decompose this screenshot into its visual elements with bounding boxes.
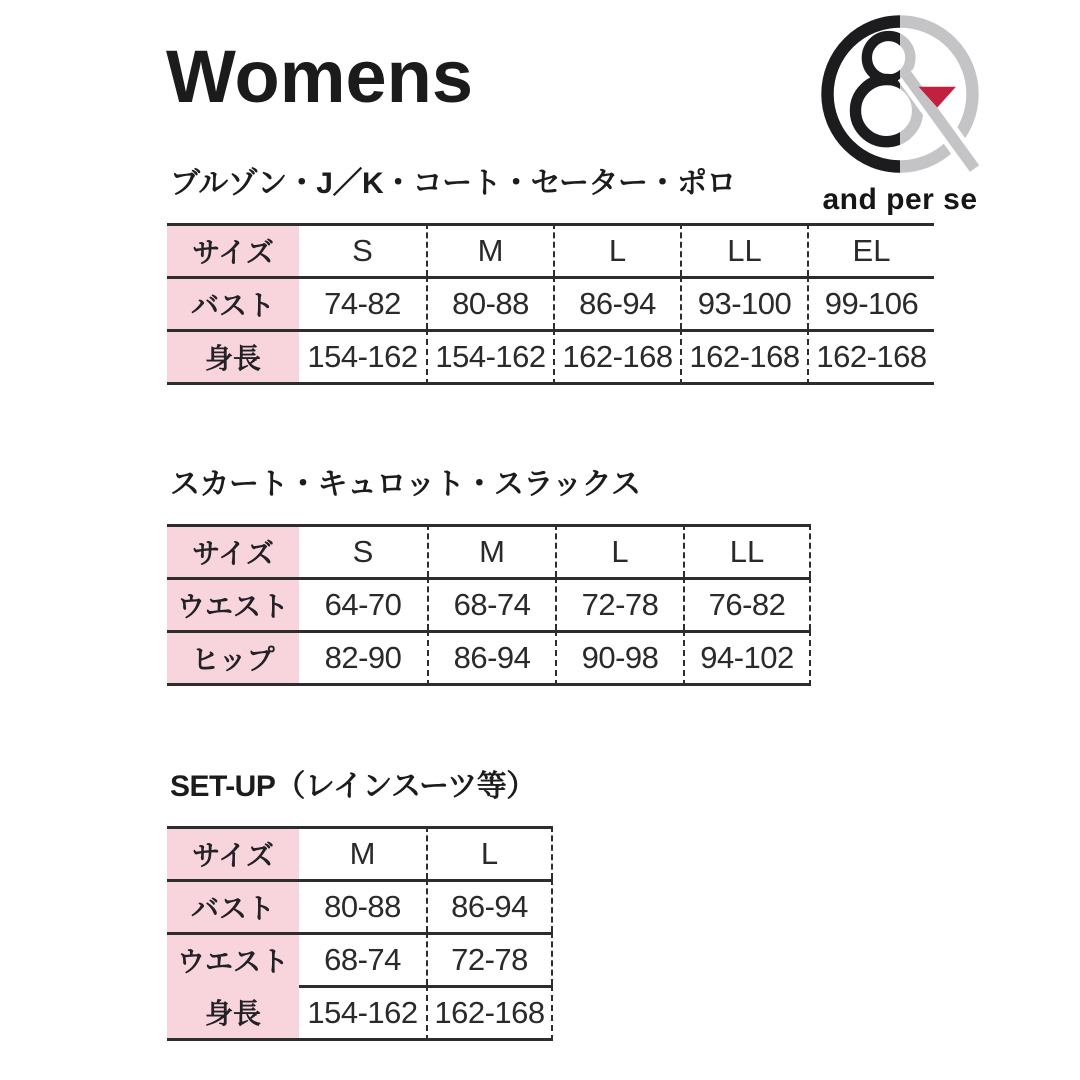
row-label-cell: ウエスト	[167, 932, 299, 985]
value-cell: 64-70	[299, 577, 427, 630]
value-cell: 162-168	[807, 329, 934, 385]
size-header-cell: M	[299, 826, 426, 879]
row-label-cell: 身長	[167, 985, 299, 1041]
value-cell: 154-162	[299, 985, 426, 1041]
size-table-tops	[167, 223, 934, 385]
row-label-cell: バスト	[167, 879, 299, 932]
value-cell: 80-88	[299, 879, 426, 932]
table-title-tops: ブルゾン・J／K・コート・セーター・ポロ	[170, 167, 736, 200]
value-cell: 154-162	[426, 329, 553, 385]
value-cell: 72-78	[555, 577, 683, 630]
value-cell: 86-94	[426, 879, 553, 932]
row-label-cell: ウエスト	[167, 577, 299, 630]
value-cell: 80-88	[426, 276, 553, 329]
value-cell: 162-168	[553, 329, 680, 385]
brand-wordmark: and per se	[822, 183, 978, 216]
value-cell: 93-100	[680, 276, 807, 329]
size-header-cell: M	[426, 223, 553, 276]
size-header-cell: M	[427, 524, 555, 577]
table-title-bottoms: スカート・キュロット・スラックス	[170, 468, 641, 501]
row-label-cell: バスト	[167, 276, 299, 329]
value-cell: 154-162	[299, 329, 426, 385]
ampersand-logo-icon	[813, 12, 987, 176]
table-title-setup: SET-UP（レインスーツ等）	[170, 770, 536, 803]
size-corner-label: サイズ	[167, 223, 299, 276]
value-cell: 74-82	[299, 276, 426, 329]
size-header-cell: L	[426, 826, 553, 879]
page-title: Womens	[166, 35, 474, 118]
size-corner-label: サイズ	[167, 826, 299, 879]
value-cell: 76-82	[683, 577, 811, 630]
value-cell: 86-94	[553, 276, 680, 329]
value-cell: 82-90	[299, 630, 427, 686]
value-cell: 68-74	[427, 577, 555, 630]
value-cell: 72-78	[426, 932, 553, 985]
size-header-cell: LL	[680, 223, 807, 276]
value-cell: 90-98	[555, 630, 683, 686]
value-cell: 162-168	[426, 985, 553, 1041]
value-cell: 99-106	[807, 276, 934, 329]
size-table-setup	[167, 826, 553, 1041]
size-header-cell: EL	[807, 223, 934, 276]
row-label-cell: ヒップ	[167, 630, 299, 686]
value-cell: 162-168	[680, 329, 807, 385]
size-header-cell: S	[299, 524, 427, 577]
value-cell: 68-74	[299, 932, 426, 985]
size-header-cell: L	[555, 524, 683, 577]
size-table-bottoms	[167, 524, 811, 686]
value-cell: 94-102	[683, 630, 811, 686]
value-cell: 86-94	[427, 630, 555, 686]
brand-logo	[812, 12, 988, 217]
size-header-cell: LL	[683, 524, 811, 577]
size-header-cell: S	[299, 223, 426, 276]
size-corner-label: サイズ	[167, 524, 299, 577]
row-label-cell: 身長	[167, 329, 299, 385]
size-header-cell: L	[553, 223, 680, 276]
